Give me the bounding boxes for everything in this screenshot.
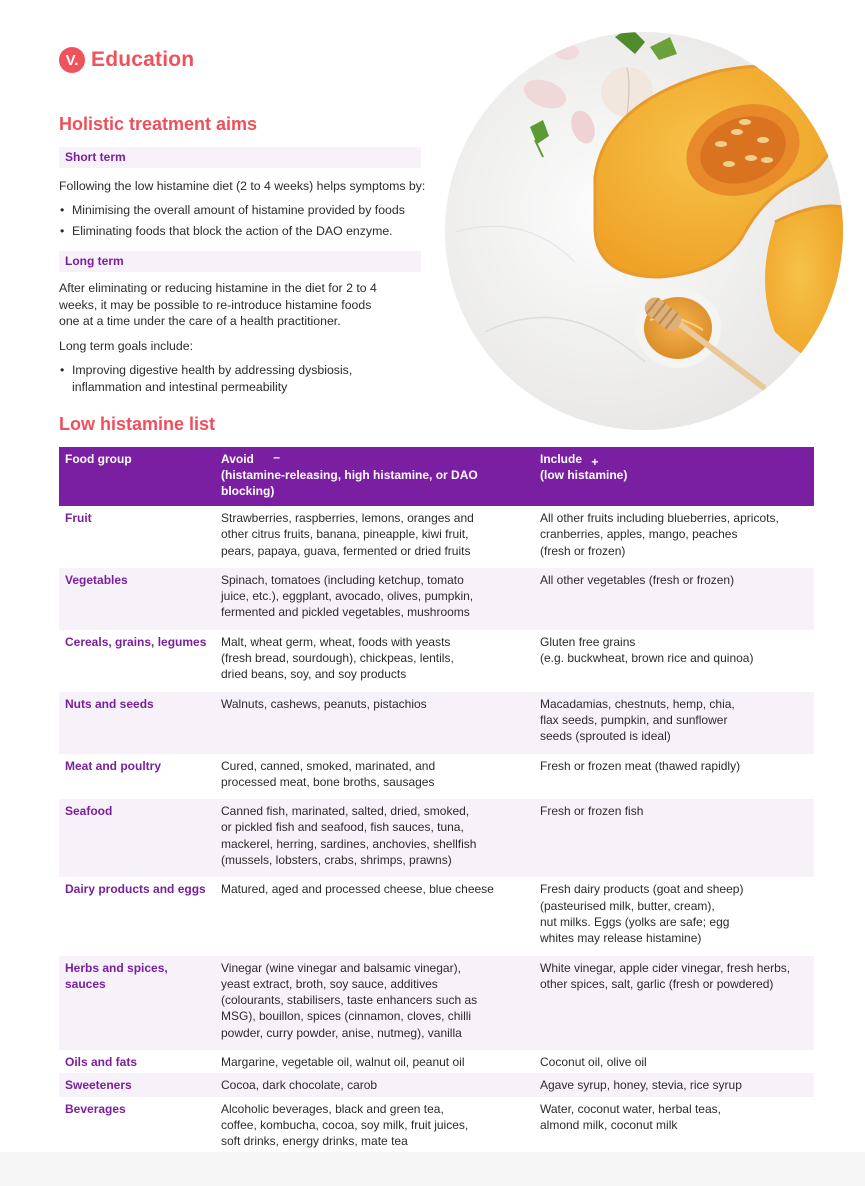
table-row bbox=[59, 1050, 814, 1073]
text-line: soft drinks, energy drinks, mate tea bbox=[221, 1134, 408, 1149]
text-line: All other fruits including blueberries, apricots, bbox=[540, 511, 779, 525]
brand bbox=[59, 47, 194, 73]
text-line: (colourants, stabilisers, taste enhancers such as bbox=[221, 993, 478, 1008]
text-line: After eliminating or reducing histamine in the diet for 2 to 4 bbox=[59, 281, 377, 295]
include-cell bbox=[534, 1050, 814, 1073]
long-term-goals-intro: Long term goals include: bbox=[59, 339, 193, 353]
text-line: Margarine, vegetable oil, walnut oil, peanut oil bbox=[221, 1055, 465, 1070]
text-line: • Improving digestive health by addressing dysbiosis, bbox=[72, 363, 353, 377]
text-line: Alcoholic beverages, black and green tea, bbox=[221, 1101, 444, 1116]
header-include: Include + (low histamine) bbox=[534, 447, 814, 506]
table-row bbox=[59, 568, 814, 630]
include-cell bbox=[534, 1097, 814, 1159]
text-line: All other vegetables (fresh or frozen) bbox=[540, 572, 735, 587]
avoid-cell bbox=[215, 754, 534, 800]
avoid-cell bbox=[215, 506, 534, 568]
long-term-list bbox=[59, 362, 429, 399]
text-line: inflammation and intestinal permeability bbox=[72, 379, 288, 394]
include-cell bbox=[534, 568, 814, 630]
list-item: • Eliminating foods that block the action of the DAO enzyme. bbox=[59, 223, 429, 240]
text-line: yeast extract, broth, soy sauce, additives bbox=[221, 976, 438, 991]
text-line: Gluten free grains bbox=[540, 634, 636, 649]
aims-title: Holistic treatment aims bbox=[59, 114, 258, 134]
text-line: (e.g. buckwheat, brown rice and quinoa) bbox=[540, 651, 754, 666]
text-line: Fresh dairy products (goat and sheep) bbox=[540, 882, 744, 897]
avoid-cell bbox=[215, 630, 534, 692]
table-row bbox=[59, 1097, 814, 1159]
text-line: Agave syrup, honey, stevia, rice syrup bbox=[540, 1078, 742, 1093]
long-term-paragraph bbox=[59, 280, 429, 330]
text-line: weeks, it may be possible to re-introduce histamine foods bbox=[59, 297, 372, 312]
text-line: one at a time under the care of a health practitioner. bbox=[59, 314, 341, 328]
text-line: White vinegar, apple cider vinegar, fresh herbs, bbox=[540, 960, 791, 975]
avoid-cell bbox=[215, 1050, 534, 1073]
text-line: nut milks. Eggs (yolks are safe; egg bbox=[540, 914, 730, 929]
text-line: dried beans, soy, and soy products bbox=[221, 667, 407, 682]
food-group-cell: Seafood bbox=[59, 799, 215, 877]
text-line: Macadamias, chestnuts, hemp, chia, bbox=[540, 696, 735, 711]
include-cell bbox=[534, 506, 814, 568]
header-include-subtitle: (low histamine) bbox=[540, 468, 628, 482]
food-group-cell: Dairy products and eggs bbox=[65, 882, 206, 897]
avoid-cell bbox=[215, 1097, 534, 1159]
short-term-list bbox=[59, 202, 429, 243]
text-line: other citrus fruits, banana, pineapple, kiwi fruit, bbox=[221, 527, 469, 542]
food-group-cell: Vegetables bbox=[59, 568, 215, 630]
table-header-row bbox=[59, 447, 814, 506]
table-row bbox=[59, 799, 814, 877]
brand-name: Education bbox=[91, 48, 195, 71]
include-cell bbox=[534, 692, 814, 754]
include-cell bbox=[534, 754, 814, 800]
table-row bbox=[59, 1073, 814, 1096]
text-line: Matured, aged and processed cheese, blue cheese bbox=[221, 882, 494, 897]
header-avoid-title: Avoid bbox=[221, 452, 254, 466]
avoid-cell bbox=[215, 1073, 534, 1096]
text-line: mackerel, herring, sardines, anchovies, shellfish bbox=[221, 836, 477, 851]
brand-logo-icon: V. bbox=[59, 47, 85, 73]
list-item bbox=[59, 362, 429, 395]
header-food-group: Food group bbox=[59, 447, 215, 506]
text-line: Strawberries, raspberries, lemons, oranges and bbox=[221, 511, 474, 525]
avoid-cell bbox=[215, 692, 534, 754]
butternut-squash-honey-photo-icon bbox=[445, 32, 843, 430]
food-group-cell: Oils and fats bbox=[65, 1055, 138, 1070]
text-line: juice, etc.), eggplant, avocado, olives, pumpkin, bbox=[221, 589, 474, 604]
include-cell bbox=[534, 799, 814, 877]
text-line: Canned fish, marinated, salted, dried, smoked, bbox=[221, 804, 470, 819]
histamine-table bbox=[59, 447, 814, 1159]
table-row bbox=[59, 630, 814, 692]
food-group-cell: Beverages bbox=[65, 1101, 126, 1116]
text-line: powder, curry powder, anise, nutmeg), vanilla bbox=[221, 1025, 462, 1040]
food-group-cell: Cereals, grains, legumes bbox=[65, 634, 207, 649]
list-item: • Minimising the overall amount of histamine provided by foods bbox=[59, 202, 429, 219]
avoid-cell bbox=[215, 956, 534, 1050]
text-line: fermented and pickled vegetables, mushrooms bbox=[221, 605, 470, 620]
table-row bbox=[59, 506, 814, 568]
long-term-heading: Long term bbox=[59, 251, 421, 272]
text-line: Cocoa, dark chocolate, carob bbox=[221, 1078, 378, 1093]
table-row bbox=[59, 692, 814, 754]
text-line: other spices, salt, garlic (fresh or powdered) bbox=[540, 976, 774, 991]
text-line: Cured, canned, smoked, marinated, and bbox=[221, 758, 436, 773]
text-line: (fresh bread, sourdough), chickpeas, lentils, bbox=[221, 651, 454, 666]
text-line: whites may release histamine) bbox=[540, 931, 702, 946]
text-line: processed meat, bone broths, sausages bbox=[221, 774, 435, 789]
table-row bbox=[59, 956, 814, 1050]
text-line: pears, papaya, guava, fermented or dried fruits bbox=[221, 543, 471, 558]
avoid-cell bbox=[215, 799, 534, 877]
short-term-heading: Short term bbox=[59, 147, 421, 168]
header-include-title: Include bbox=[540, 452, 583, 466]
header-avoid-subtitle: (histamine-releasing, high histamine, or DAO blocking) bbox=[221, 468, 478, 498]
food-group-cell: Meat and poultry bbox=[65, 758, 162, 773]
text-line: Vinegar (wine vinegar and balsamic vinegar), bbox=[221, 960, 461, 975]
food-group-cell: Fruit bbox=[65, 511, 92, 525]
avoid-cell bbox=[215, 877, 534, 955]
text-line: seeds (sprouted is ideal) bbox=[540, 729, 671, 744]
avoid-cell bbox=[215, 568, 534, 630]
footer-band bbox=[0, 1152, 865, 1186]
text-line: cranberries, apples, mango, peaches bbox=[540, 527, 738, 542]
include-cell bbox=[534, 630, 814, 692]
text-line: Walnuts, cashews, peanuts, pistachios bbox=[221, 696, 427, 711]
text-line: Coconut oil, olive oil bbox=[540, 1055, 647, 1070]
table-row bbox=[59, 754, 814, 800]
include-cell bbox=[534, 1073, 814, 1096]
list-title: Low histamine list bbox=[59, 414, 216, 434]
include-cell bbox=[534, 877, 814, 955]
text-line: almond milk, coconut milk bbox=[540, 1117, 678, 1132]
food-group-cell: Nuts and seeds bbox=[59, 692, 215, 754]
food-group-cell: Herbs and spices, sauces bbox=[59, 956, 215, 1050]
text-line: (pasteurised milk, butter, cream), bbox=[540, 898, 715, 913]
text-line: Malt, wheat germ, wheat, foods with yeasts bbox=[221, 634, 451, 649]
table-row bbox=[59, 877, 814, 955]
text-line: MSG), bouillon, spices (cinnamon, cloves, chilli bbox=[221, 1009, 472, 1024]
text-line: (fresh or frozen) bbox=[540, 543, 626, 558]
short-term-intro: Following the low histamine diet (2 to 4 weeks) helps symptoms by: bbox=[59, 179, 426, 193]
include-cell bbox=[534, 956, 814, 1050]
text-line: Spinach, tomatoes (including ketchup, tomato bbox=[221, 572, 464, 587]
text-line: Fresh or frozen fish bbox=[540, 804, 644, 819]
text-line: Fresh or frozen meat (thawed rapidly) bbox=[540, 758, 741, 773]
text-line: Water, coconut water, herbal teas, bbox=[540, 1101, 721, 1116]
text-line: coffee, kombucha, cocoa, soy milk, fruit juices, bbox=[221, 1117, 469, 1132]
header-avoid: Avoid – (histamine-releasing, high histamine, or DAO blocking) bbox=[215, 447, 534, 506]
text-line: (mussels, lobsters, crabs, shrimps, prawns) bbox=[221, 853, 452, 868]
food-group-cell: Sweeteners bbox=[59, 1073, 215, 1096]
text-line: flax seeds, pumpkin, and sunflower bbox=[540, 712, 728, 727]
text-line: or pickled fish and seafood, fish sauces, tuna, bbox=[221, 820, 464, 835]
